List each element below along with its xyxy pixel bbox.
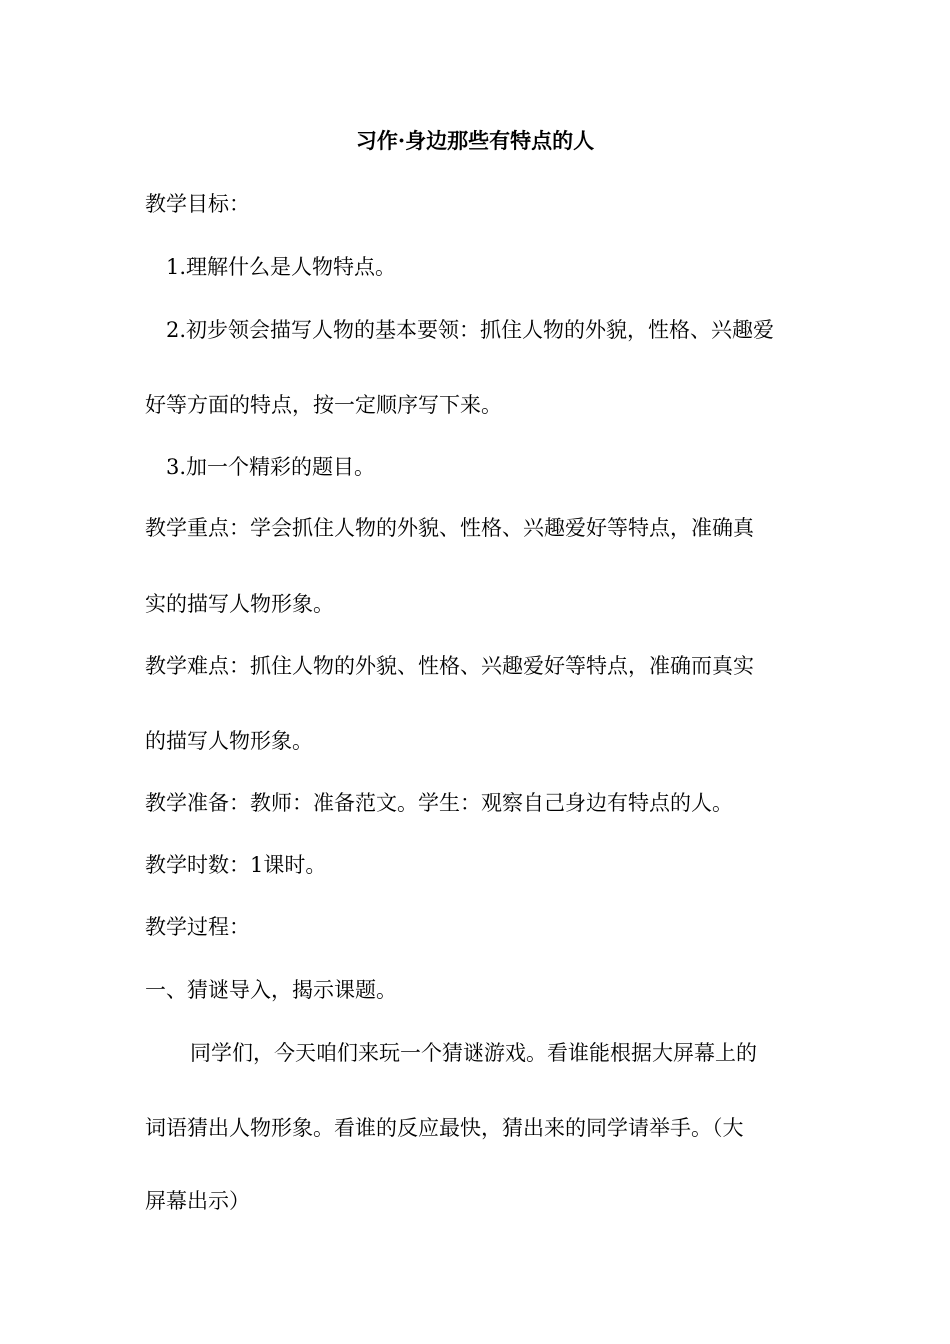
objective-item-2-continued: 好等方面的特点，按一定顺序写下来。 bbox=[145, 393, 502, 417]
difficult-points: 教学难点：抓住人物的外貌、性格、兴趣爱好等特点，准确而真实 bbox=[145, 654, 754, 678]
objective-item-3: 3.加一个精彩的题目。 bbox=[166, 455, 376, 479]
process-paragraph-line-2: 词语猜出人物形象。看谁的反应最快，猜出来的同学请举手。（大 bbox=[145, 1116, 744, 1140]
objective-item-2: 2.初步领会描写人物的基本要领：抓住人物的外貌，性格、兴趣爱 bbox=[166, 318, 775, 342]
process-step-1-heading: 一、猜谜导入，揭示课题。 bbox=[145, 978, 397, 1002]
teaching-hours: 教学时数：1课时。 bbox=[145, 853, 327, 877]
key-points-continued: 实的描写人物形象。 bbox=[145, 592, 334, 616]
objective-item-1: 1.理解什么是人物特点。 bbox=[166, 255, 397, 279]
section-heading-process: 教学过程： bbox=[145, 915, 250, 939]
key-points: 教学重点：学会抓住人物的外貌、性格、兴趣爱好等特点，准确真 bbox=[145, 516, 754, 540]
process-paragraph-line-1: 同学们，今天咱们来玩一个猜谜游戏。看谁能根据大屏幕上的 bbox=[190, 1041, 757, 1065]
document-title: 习作·身边那些有特点的人 bbox=[355, 128, 595, 153]
difficult-points-continued: 的描写人物形象。 bbox=[145, 729, 313, 753]
section-heading-objectives: 教学目标： bbox=[145, 192, 250, 216]
teaching-preparation: 教学准备：教师：准备范文。学生：观察自己身边有特点的人。 bbox=[145, 791, 733, 815]
process-paragraph-line-3: 屏幕出示） bbox=[145, 1189, 250, 1213]
